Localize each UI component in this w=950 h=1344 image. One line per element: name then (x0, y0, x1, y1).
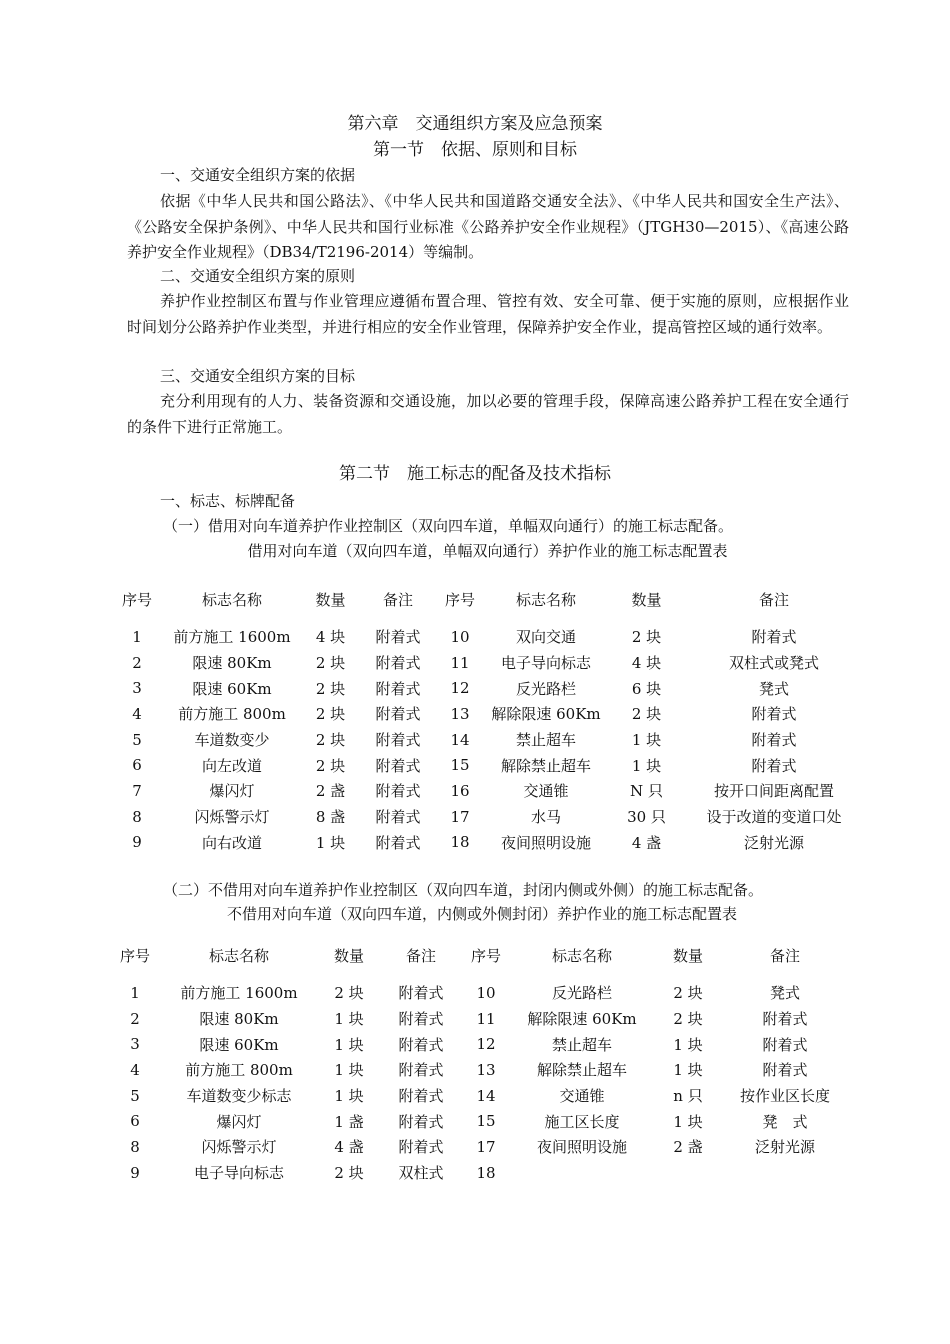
table-row (112, 804, 864, 830)
table-1-cell-quantity-2: 6 块 (631, 679, 662, 698)
table-2-cell-quantity: 2 块 (334, 984, 364, 1003)
table-2-cell-remark-2: 附着式 (762, 1035, 808, 1054)
table-1-cell-remark: 附着式 (375, 808, 421, 827)
table-1-cell-sign-name-2: 解除禁止超车 (500, 756, 591, 775)
table-1-cell-sign-name-2: 水马 (530, 808, 561, 827)
table-1-cell-quantity: 2 块 (315, 756, 346, 775)
table-1-cell-remark-2: 附着式 (751, 628, 797, 647)
table-1-cell-quantity-2: 2 块 (631, 628, 662, 647)
table-2-cell-quantity-2: 2 盏 (673, 1138, 703, 1157)
table-2-header-quantity-2: 数量 (672, 946, 703, 965)
table-2-cell-index: 9 (130, 1163, 140, 1182)
table-2-caption: 不借用对向车道（双向四车道，内侧或外侧封闭）养护作业的施工标志配置表 (226, 905, 737, 923)
table-2-cell-sign-name-2: 禁止超车 (551, 1035, 612, 1054)
table-row (110, 1006, 848, 1032)
table-2-header-index: 序号 (119, 946, 150, 965)
table-1-cell-index: 3 (132, 679, 142, 698)
table-1-cell-index-2: 11 (450, 653, 470, 672)
paragraph-principle: 养护作业控制区布置与作业管理应遵循布置合理、管控有效、安全可靠、便于实施的原则，应根据作业时间划分公路养护作业类型，并进行相应的安全作业管理，保障养护安全作业，提高管控区域的通行效率。 (127, 292, 849, 336)
table-2-cell-remark: 双柱式 (398, 1164, 444, 1183)
table-1-cell-sign-name-2: 双向交通 (515, 628, 576, 647)
table-2-cell-remark-2: 按作业区长度 (739, 1087, 830, 1106)
table-row (112, 675, 864, 701)
table-1-cell-index-2: 14 (450, 730, 470, 749)
paragraph-goal: 充分利用现有的人力、装备资源和交通设施，加以必要的管理手段，保障高速公路养护工程在安全通行的条件下进行正常施工。 (127, 392, 849, 436)
table-1-cell-quantity-2: N 只 (630, 782, 663, 801)
table-1-cell-quantity-2: 1 块 (631, 756, 662, 775)
table-1-cell-sign-name-2: 解除限速 60Km (491, 705, 601, 724)
table-2-header-remark-2: 备注 (769, 946, 800, 965)
table-2-cell-sign-name: 限速 80Km (199, 1010, 279, 1029)
table-2-cell-remark: 附着式 (398, 1087, 444, 1106)
table-1-cell-remark: 附着式 (375, 782, 421, 801)
table-1-cell-remark: 附着式 (375, 833, 421, 852)
table-2-cell-quantity-2: 1 块 (673, 1035, 703, 1054)
table-2-cell-index: 1 (130, 983, 140, 1002)
table-2-cell-remark-2 (722, 1160, 848, 1186)
table-row (110, 1108, 848, 1134)
table-2-cell-quantity-2: 2 块 (673, 1010, 703, 1029)
table-2-cell-index-2: 15 (476, 1112, 496, 1131)
table-1-cell-index-2: 10 (450, 627, 470, 646)
table-1-cell-index: 4 (132, 704, 142, 723)
table-2-cell-index-2: 14 (476, 1086, 496, 1105)
table-2-cell-index: 5 (130, 1086, 140, 1105)
table-row (110, 980, 848, 1006)
table-2-cell-index-2: 17 (476, 1137, 496, 1156)
table-1-cell-sign-name: 向左改道 (201, 756, 262, 775)
table-1-cell-remark: 附着式 (375, 731, 421, 750)
table-2-cell-index: 8 (130, 1137, 140, 1156)
table-1-cell-index-2: 18 (450, 833, 470, 852)
paragraph-basis: 依据《中华人民共和国公路法》、《中华人民共和国道路交通安全法》、《中华人民共和国安全生产法》、《公路安全保护条例》、中华人民共和国行业标准《公路养护安全作业规程》（JTGH30—2015）、《高速公路养护安全作业规程》（DB34/T2196-2014）等编制。 (127, 192, 849, 261)
table-row (112, 752, 864, 778)
table-1-cell-sign-name-2: 反光路栏 (515, 679, 576, 698)
table-2-header-row (110, 942, 848, 968)
table-1-cell-sign-name: 车道数变少 (194, 731, 270, 750)
table-1-header-index-2: 序号 (444, 590, 475, 609)
table-1-cell-remark: 附着式 (375, 654, 421, 673)
table-2-cell-sign-name: 电子导向标志 (193, 1164, 284, 1183)
table-1-cell-index: 7 (132, 781, 142, 800)
table-2-cell-sign-name: 车道数变少标志 (186, 1087, 292, 1106)
table-row (112, 727, 864, 753)
table-1-cell-quantity-2: 4 块 (631, 654, 662, 673)
table-row (110, 1031, 848, 1057)
table-1-cell-quantity-2: 4 盏 (631, 833, 662, 852)
table-1-cell-remark-2: 附着式 (751, 731, 797, 750)
table-1-cell-quantity: 2 块 (315, 654, 346, 673)
table-1-cell-sign-name: 限速 80Km (192, 654, 272, 673)
subsection-2-title: （二）不借用对向车道养护作业控制区（双向四车道，封闭内侧或外侧）的施工标志配备。 (163, 881, 764, 899)
table-2-cell-index: 3 (130, 1035, 140, 1054)
table-2-cell-quantity: 1 盏 (334, 1112, 364, 1131)
table-2-cell-sign-name: 前方施工 800m (185, 1061, 293, 1080)
table-2-cell-sign-name-2: 施工区长度 (544, 1112, 620, 1131)
table-2-cell-sign-name: 前方施工 1600m (180, 984, 298, 1003)
table-2-cell-index-2: 12 (476, 1035, 496, 1054)
table-2-header-index-2: 序号 (470, 946, 501, 965)
table-1-cell-index-2: 16 (450, 781, 470, 800)
table-2-header-quantity: 数量 (333, 946, 364, 965)
table-2-cell-quantity-2: 1 块 (673, 1112, 703, 1131)
table-1-cell-remark-2: 设于改道的变道口处 (706, 808, 842, 827)
table-1-cell-quantity: 1 块 (315, 833, 346, 852)
table-1-cell-sign-name-2: 禁止超车 (515, 731, 576, 750)
table-2-cell-remark: 附着式 (398, 1112, 444, 1131)
table-2-cell-remark-2: 凳式 (769, 984, 800, 1003)
table-2-header-remark: 备注 (405, 946, 436, 965)
table-2-cell-index: 6 (130, 1112, 140, 1131)
sign-config-table-2 (110, 942, 848, 1186)
table-2-header-sign-name-2: 标志名称 (551, 946, 612, 965)
table-1-cell-index-2: 13 (450, 704, 470, 723)
table-1-header-sign-name: 标志名称 (201, 590, 262, 609)
table-1-cell-sign-name-2: 交通锥 (523, 782, 569, 801)
table-1-cell-quantity-2: 1 块 (631, 731, 662, 750)
table-1-cell-remark-2: 按开口间距离配置 (713, 782, 834, 801)
table-1-cell-sign-name: 闪烁警示灯 (194, 808, 270, 827)
table-2-cell-sign-name: 限速 60Km (199, 1035, 279, 1054)
table-1-cell-index: 6 (132, 756, 142, 775)
table-2-cell-quantity: 1 块 (334, 1010, 364, 1029)
table-1-cell-remark-2: 双柱式或凳式 (728, 654, 819, 673)
table-1-cell-remark-2: 附着式 (751, 756, 797, 775)
table-1-header-quantity-2: 数量 (631, 590, 662, 609)
section-2-heading-signs: 一、标志、标牌配备 (160, 492, 296, 510)
section-2-title: 第二节 施工标志的配备及技术指标 (339, 464, 611, 484)
table-2-cell-remark-2: 泛射光源 (754, 1138, 815, 1157)
section-1-title: 第一节 依据、原则和目标 (373, 140, 577, 160)
table-1-header-remark: 备注 (382, 590, 413, 609)
table-2-cell-quantity-2 (654, 1160, 722, 1186)
table-2-cell-remark: 附着式 (398, 1061, 444, 1080)
table-1-cell-sign-name: 向右改道 (201, 833, 262, 852)
table-1-header-row (112, 586, 864, 612)
table-row (112, 650, 864, 676)
table-2-cell-sign-name-2: 解除限速 60Km (527, 1010, 637, 1029)
table-2-cell-sign-name-2: 夜间照明设施 (536, 1138, 627, 1157)
table-2-cell-quantity: 2 块 (334, 1164, 364, 1183)
table-1-cell-remark-2: 泛射光源 (743, 833, 804, 852)
table-2-cell-quantity: 1 块 (334, 1061, 364, 1080)
table-2-cell-remark-2: 附着式 (762, 1010, 808, 1029)
table-1-cell-index: 5 (132, 730, 142, 749)
sign-config-table-1 (112, 586, 864, 855)
table-1-cell-index: 2 (132, 653, 142, 672)
section-1-heading-basis: 一、交通安全组织方案的依据 (160, 166, 356, 184)
table-2-cell-quantity: 1 块 (334, 1087, 364, 1106)
table-1-cell-quantity-2: 30 只 (627, 808, 666, 827)
table-1-cell-quantity: 2 块 (315, 679, 346, 698)
table-2-cell-remark: 附着式 (398, 1010, 444, 1029)
chapter-title: 第六章 交通组织方案及应急预案 (347, 114, 603, 134)
table-row (110, 1057, 848, 1083)
section-1-heading-principle: 二、交通安全组织方案的原则 (160, 267, 356, 285)
table-2-cell-index-2: 18 (476, 1163, 496, 1182)
table-2-cell-index: 2 (130, 1009, 140, 1028)
table-1-cell-quantity: 8 盏 (315, 808, 346, 827)
table-2-cell-quantity: 1 块 (334, 1035, 364, 1054)
table-2-cell-sign-name: 闪烁警示灯 (201, 1138, 277, 1157)
table-row (112, 624, 864, 650)
table-1-cell-remark-2: 凳式 (758, 679, 789, 698)
table-1-cell-quantity-2: 2 块 (631, 705, 662, 724)
table-row (110, 1160, 848, 1186)
table-2-cell-remark-2: 附着式 (762, 1061, 808, 1080)
table-1-cell-index-2: 15 (450, 756, 470, 775)
table-1-header-sign-name-2: 标志名称 (515, 590, 576, 609)
table-2-cell-quantity-2: 2 块 (673, 984, 703, 1003)
table-1-cell-index-2: 12 (450, 679, 470, 698)
table-1-cell-remark: 附着式 (375, 628, 421, 647)
section-1-heading-goal: 三、交通安全组织方案的目标 (160, 367, 356, 385)
table-row (110, 1083, 848, 1109)
table-row (110, 1134, 848, 1160)
table-1-cell-remark: 附着式 (375, 679, 421, 698)
table-2-cell-index: 4 (130, 1060, 140, 1079)
table-1-cell-sign-name: 限速 60Km (192, 679, 272, 698)
table-row (112, 830, 864, 856)
table-2-cell-index-2: 13 (476, 1060, 496, 1079)
table-1-header-quantity: 数量 (315, 590, 346, 609)
table-1-cell-quantity: 4 块 (315, 628, 346, 647)
table-1-cell-index: 9 (132, 833, 142, 852)
table-1-cell-quantity: 2 块 (315, 731, 346, 750)
table-2-header-sign-name: 标志名称 (208, 946, 269, 965)
table-2-cell-sign-name-2 (510, 1160, 654, 1186)
table-1-cell-remark-2: 附着式 (751, 705, 797, 724)
table-2-cell-sign-name-2: 反光路栏 (551, 984, 612, 1003)
table-1-cell-quantity: 2 盏 (315, 782, 346, 801)
table-1-cell-remark: 附着式 (375, 705, 421, 724)
table-2-cell-sign-name: 爆闪灯 (216, 1112, 262, 1131)
table-2-cell-sign-name-2: 解除禁止超车 (536, 1061, 627, 1080)
table-2-cell-remark: 附着式 (398, 1138, 444, 1157)
table-1-cell-remark: 附着式 (375, 756, 421, 775)
table-2-cell-quantity-2: 1 块 (673, 1061, 703, 1080)
table-2-cell-index-2: 10 (476, 983, 496, 1002)
table-1-cell-sign-name: 爆闪灯 (209, 782, 255, 801)
table-row (112, 701, 864, 727)
table-2-cell-sign-name-2: 交通锥 (559, 1087, 605, 1106)
table-row (112, 778, 864, 804)
table-1-cell-sign-name-2: 夜间照明设施 (500, 833, 591, 852)
table-2-cell-quantity-2: n 只 (673, 1087, 703, 1106)
table-2-cell-remark: 附着式 (398, 984, 444, 1003)
table-1-cell-sign-name: 前方施工 800m (178, 705, 286, 724)
table-2-cell-remark-2: 凳 式 (762, 1112, 808, 1131)
table-1-cell-quantity: 2 块 (315, 705, 346, 724)
table-1-cell-sign-name-2: 电子导向标志 (500, 654, 591, 673)
table-2-cell-quantity: 4 盏 (334, 1138, 364, 1157)
table-1-cell-index-2: 17 (450, 807, 470, 826)
table-1-cell-index: 1 (132, 627, 142, 646)
table-1-header-remark-2: 备注 (758, 590, 789, 609)
table-1-cell-index: 8 (132, 807, 142, 826)
table-2-cell-remark: 附着式 (398, 1035, 444, 1054)
table-1-header-index: 序号 (121, 590, 152, 609)
subsection-1-title: （一）借用对向车道养护作业控制区（双向四车道，单幅双向通行）的施工标志配备。 (163, 517, 734, 535)
table-1-caption: 借用对向车道（双向四车道，单幅双向通行）养护作业的施工标志配置表 (247, 542, 728, 560)
table-2-cell-index-2: 11 (476, 1009, 496, 1028)
table-1-cell-sign-name: 前方施工 1600m (173, 628, 291, 647)
